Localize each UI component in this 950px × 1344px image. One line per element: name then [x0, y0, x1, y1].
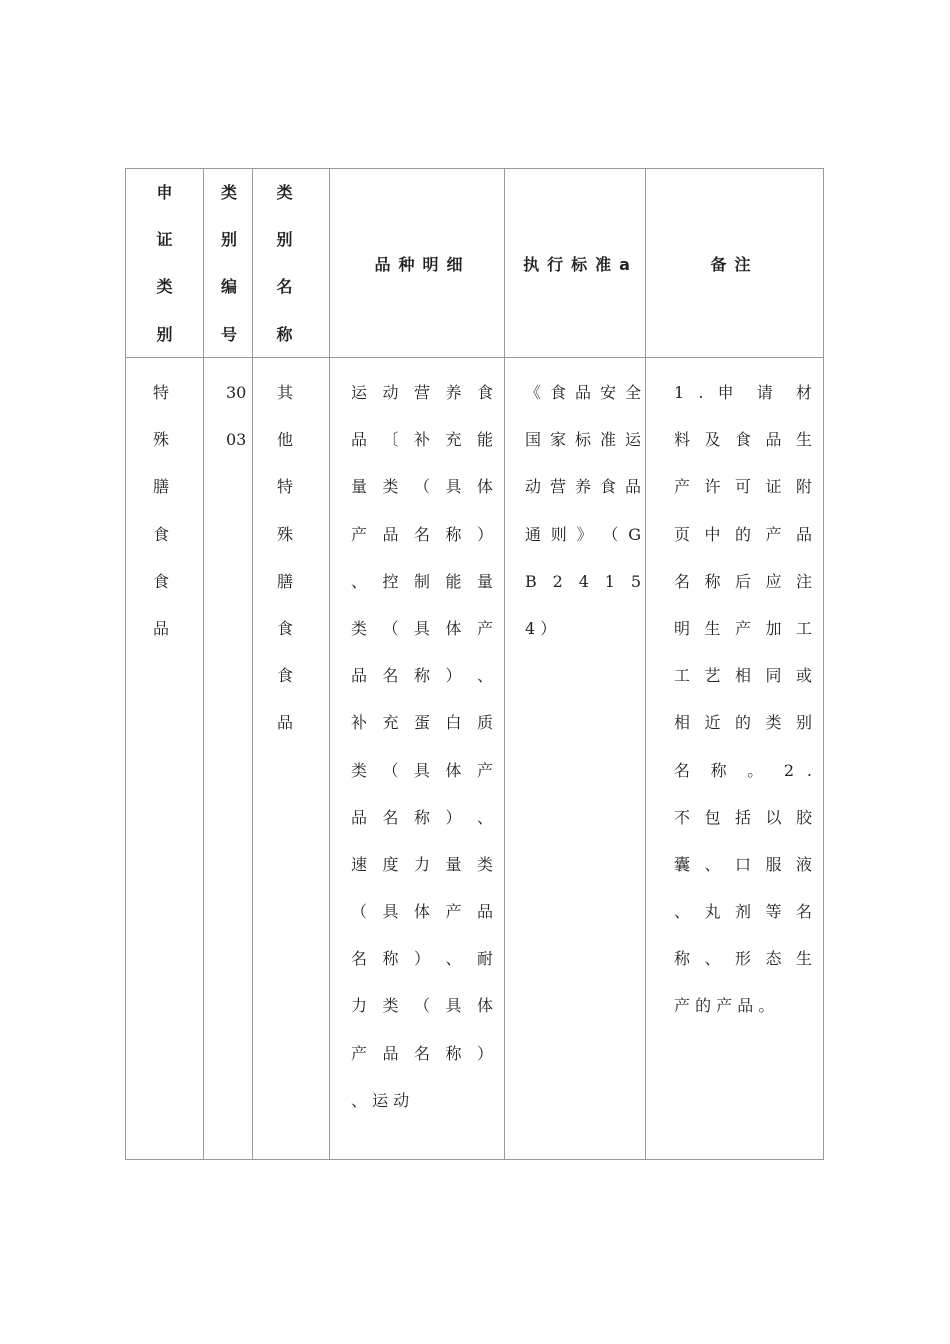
text-line: 名 称 。 2 . — [674, 760, 812, 780]
header-category — [126, 169, 203, 358]
stacked-char: 食 — [153, 524, 170, 544]
cell-detail-text — [351, 369, 493, 1124]
text-line: 名 称 ） 、 耐 — [351, 949, 493, 969]
header-standard-text: 执行标准a — [523, 255, 638, 274]
text-line: 产 品 名 称 ） — [351, 1043, 493, 1063]
text-line: 4 ） — [525, 618, 557, 638]
cell-detail — [351, 369, 493, 1124]
stacked-char: 03 — [226, 430, 247, 450]
header-detail-text: 品种明细 — [374, 255, 471, 274]
stacked-char: 殊 — [153, 430, 170, 450]
text-line: 料 及 食 品 生 — [674, 430, 812, 450]
text-line: 力 类 （ 具 体 — [351, 996, 493, 1016]
cell-standard-text — [525, 369, 641, 652]
stacked-char: 称 — [276, 324, 293, 344]
stacked-char: 特 — [277, 477, 294, 497]
stacked-char: 类 — [156, 277, 173, 297]
text-line: B 2 4 1 5 — [525, 571, 641, 591]
stacked-char: 编 — [220, 277, 237, 297]
text-line: 补 充 蛋 白 质 — [351, 713, 493, 733]
stacked-char: 30 — [226, 383, 247, 402]
stacked-char: 号 — [220, 324, 237, 344]
text-line: 1 . 申 请 材 — [674, 383, 812, 402]
text-line: 囊 、 口 服 液 — [674, 854, 812, 874]
stacked-char: 膳 — [277, 571, 294, 591]
stacked-char: 名 — [276, 277, 293, 297]
text-line: 产 许 可 证 附 — [674, 477, 812, 497]
text-line: 不 包 括 以 胶 — [674, 807, 812, 827]
cell-remark — [674, 369, 812, 1030]
text-line: 品 名 称 ） 、 — [351, 807, 493, 827]
header-name-text — [276, 181, 292, 370]
cell-category — [153, 369, 173, 652]
header-code-text — [221, 181, 237, 370]
header-category-text — [156, 181, 172, 370]
text-line: 品 名 称 ） 、 — [351, 666, 493, 686]
text-line: 工 艺 相 同 或 — [674, 666, 812, 686]
text-line: 动 营 养 食 品 — [525, 477, 641, 497]
cell-code — [226, 369, 250, 463]
text-line: 国 家 标 准 运 — [525, 430, 641, 450]
stacked-char: 品 — [153, 618, 170, 638]
stacked-char: 食 — [277, 618, 294, 638]
text-line: 称 、 形 态 生 — [674, 949, 812, 969]
stacked-char: 申 — [156, 183, 173, 202]
cell-remark-text — [674, 369, 812, 1030]
text-line: 类 （ 具 体 产 — [351, 760, 493, 780]
stacked-char: 品 — [277, 713, 294, 733]
stacked-char: 殊 — [277, 524, 294, 544]
text-line: 产 品 名 称 ） — [351, 524, 493, 544]
text-line: 《 食 品 安 全 — [525, 383, 641, 402]
stacked-char: 食 — [277, 666, 294, 686]
stacked-char: 别 — [156, 324, 173, 344]
text-line: 、 控 制 能 量 — [351, 571, 493, 591]
food-category-table — [125, 168, 824, 1160]
text-line: 名 称 后 应 注 — [674, 571, 812, 591]
header-detail — [329, 169, 510, 358]
text-line: 明 生 产 加 工 — [674, 618, 812, 638]
stacked-char: 其 — [277, 383, 294, 402]
text-line: 类 （ 具 体 产 — [351, 618, 493, 638]
text-line: 速 度 力 量 类 — [351, 854, 493, 874]
text-line: 品 〔 补 充 能 — [351, 430, 493, 450]
stacked-char: 别 — [276, 230, 293, 250]
stacked-char: 膳 — [153, 477, 170, 497]
stacked-char: 食 — [153, 571, 170, 591]
cell-name — [277, 369, 297, 747]
text-line: （ 具 体 产 品 — [351, 902, 493, 922]
stacked-char: 类 — [276, 183, 293, 202]
header-remark — [645, 169, 824, 358]
text-line: 、 运 动 — [351, 1090, 410, 1110]
stacked-char: 特 — [153, 383, 170, 402]
stacked-char: 类 — [220, 183, 237, 202]
header-code — [203, 169, 252, 358]
header-standard — [504, 169, 651, 358]
text-line: 、 丸 剂 等 名 — [674, 902, 812, 922]
header-remark-text: 备注 — [710, 255, 759, 274]
header-name — [252, 169, 329, 358]
text-line: 通 则 》 （ G — [525, 524, 641, 544]
stacked-char: 证 — [156, 230, 173, 250]
text-line: 相 近 的 类 别 — [674, 713, 812, 733]
stacked-char: 别 — [220, 230, 237, 250]
text-line: 页 中 的 产 品 — [674, 524, 812, 544]
cell-standard — [525, 369, 641, 652]
stacked-char: 他 — [277, 430, 294, 450]
text-line: 运 动 营 养 食 — [351, 383, 493, 402]
text-line: 产 的 产 品 。 — [674, 996, 775, 1016]
text-line: 量 类 （ 具 体 — [351, 477, 493, 497]
